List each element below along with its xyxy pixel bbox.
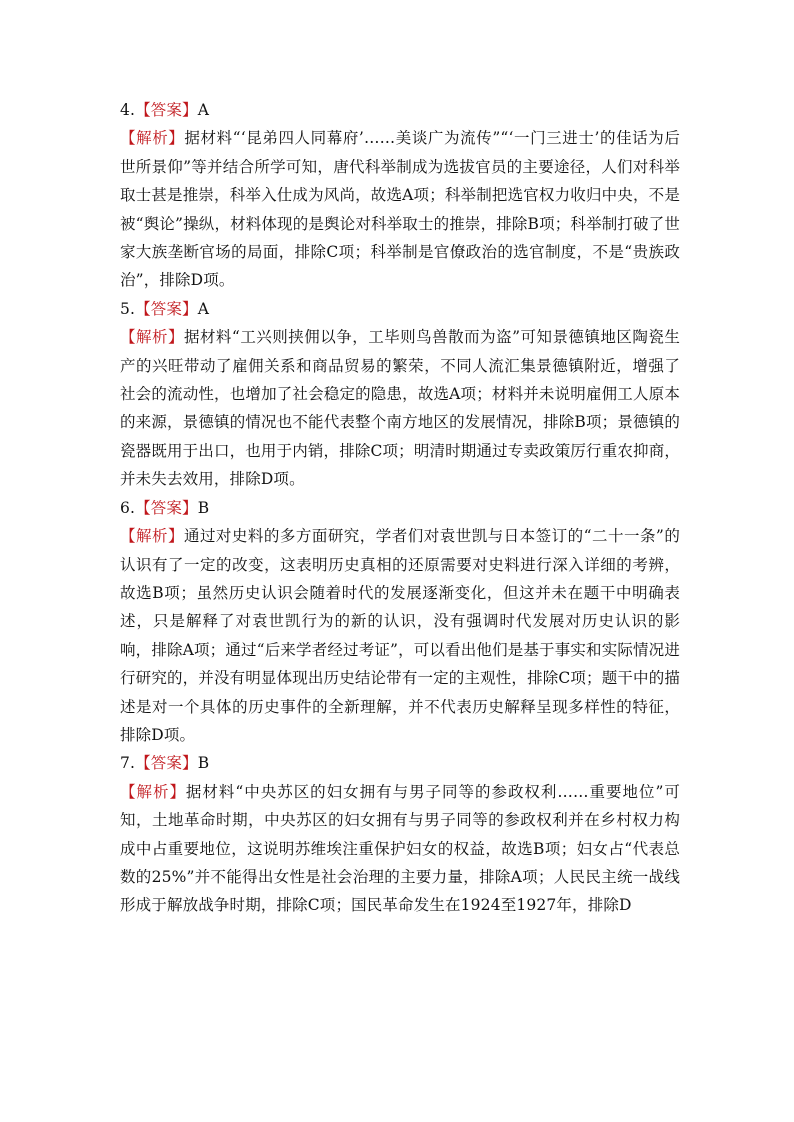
analysis-text: 据材料“工兴则挟佣以争，工毕则鸟兽散而为盗”可知景德镇地区陶瓷生产的兴旺带动了雇佣关系和商品贸易的繁荣，不同人流汇集景德镇附近，增强了社会的流动性，也增加了社会稳定的隐患，故选A项；材料并未说明雇佣工人原本的来源，景德镇的情况也不能代表整个南方地区的发展情况，排除B项；景德镇的瓷器既用于出口，也用于内销，排除C项；明清时期通过专卖政策厉行重农抑商，并未失去效用，排除D项。 [120,328,680,489]
answer-line [120,96,680,124]
answer-sheet-page [120,96,680,920]
question-number: 4. [120,101,136,119]
question-number: 5. [120,299,136,318]
analysis-text: 据材料“中央苏区的妇女拥有与男子同等的参政权利……重要地位”可知，土地革命时期，中央苏区的妇女拥有与男子同等的参政权利并在乡村权力构成中占重要地位，这说明苏维埃注重保护妇女的权益，故选B项；妇女占“代表总数的25%”并不能得出女性是社会治理的主要力量，排除A项；人民民主统一战线形成于解放战争时期，排除C项；国民革命发生在1924至1927年，排除D [120,782,680,915]
answer-tag: 【答案】 [135,299,198,318]
analysis-tag: 【解析】 [120,129,185,148]
question-6 [120,494,680,750]
analysis-paragraph [120,323,680,493]
analysis-paragraph [120,522,680,749]
answer-tag: 【答案】 [135,498,198,517]
question-number: 6. [120,498,136,517]
analysis-paragraph [120,124,680,294]
analysis-text: 据材料“‘昆弟四人同幕府’……美谈广为流传”“‘一门三进士’的佳话为后世所景仰”等并结合所学可知，唐代科举制成为选拔官员的主要途径，人们对科举取士甚是推崇，科举入仕成为风尚，故选A项；科举制把选官权力收归中央，不是被“舆论”操纵，材料体现的是舆论对科举取士的推崇，排除B项；科举制打破了世家大族垄断官场的局面，排除C项；科举制是官僚政治的选官制度，不是“贵族政治”，排除D项。 [120,129,681,290]
question-7 [120,749,680,919]
analysis-tag: 【解析】 [120,328,184,347]
answer-line [120,749,680,777]
answer-line [120,295,680,323]
question-number: 7. [120,754,136,773]
analysis-tag: 【解析】 [120,527,184,546]
answer-line [120,494,680,522]
analysis-paragraph [120,778,680,920]
analysis-tag: 【解析】 [120,782,186,801]
answer-choice: A [197,101,210,119]
question-5 [120,295,680,494]
answer-tag: 【答案】 [135,754,198,773]
answer-choice: B [197,754,210,773]
analysis-text: 通过对史料的多方面研究，学者们对袁世凯与日本签订的“二十一条”的认识有了一定的改变，这表明历史真相的还原需要对史料进行深入详细的考辨，故选B项；虽然历史认识会随着时代的发展逐渐变化，但这并未在题干中明确表述，只是解释了对袁世凯行为的新的认识，没有强调时代发展对历史认识的影响，排除A项；通过“后来学者经过考证”，可以看出他们是基于事实和实际情况进行研究的，并没有明显体现出历史结论带有一定的主观性，排除C项；题干中的描述是对一个具体的历史事件的全新理解，并不代表历史解释呈现多样性的特征，排除D项。 [120,527,680,744]
answer-choice: B [197,498,210,517]
answer-tag: 【答案】 [135,101,198,119]
question-4 [120,96,680,295]
answer-choice: A [197,299,210,318]
